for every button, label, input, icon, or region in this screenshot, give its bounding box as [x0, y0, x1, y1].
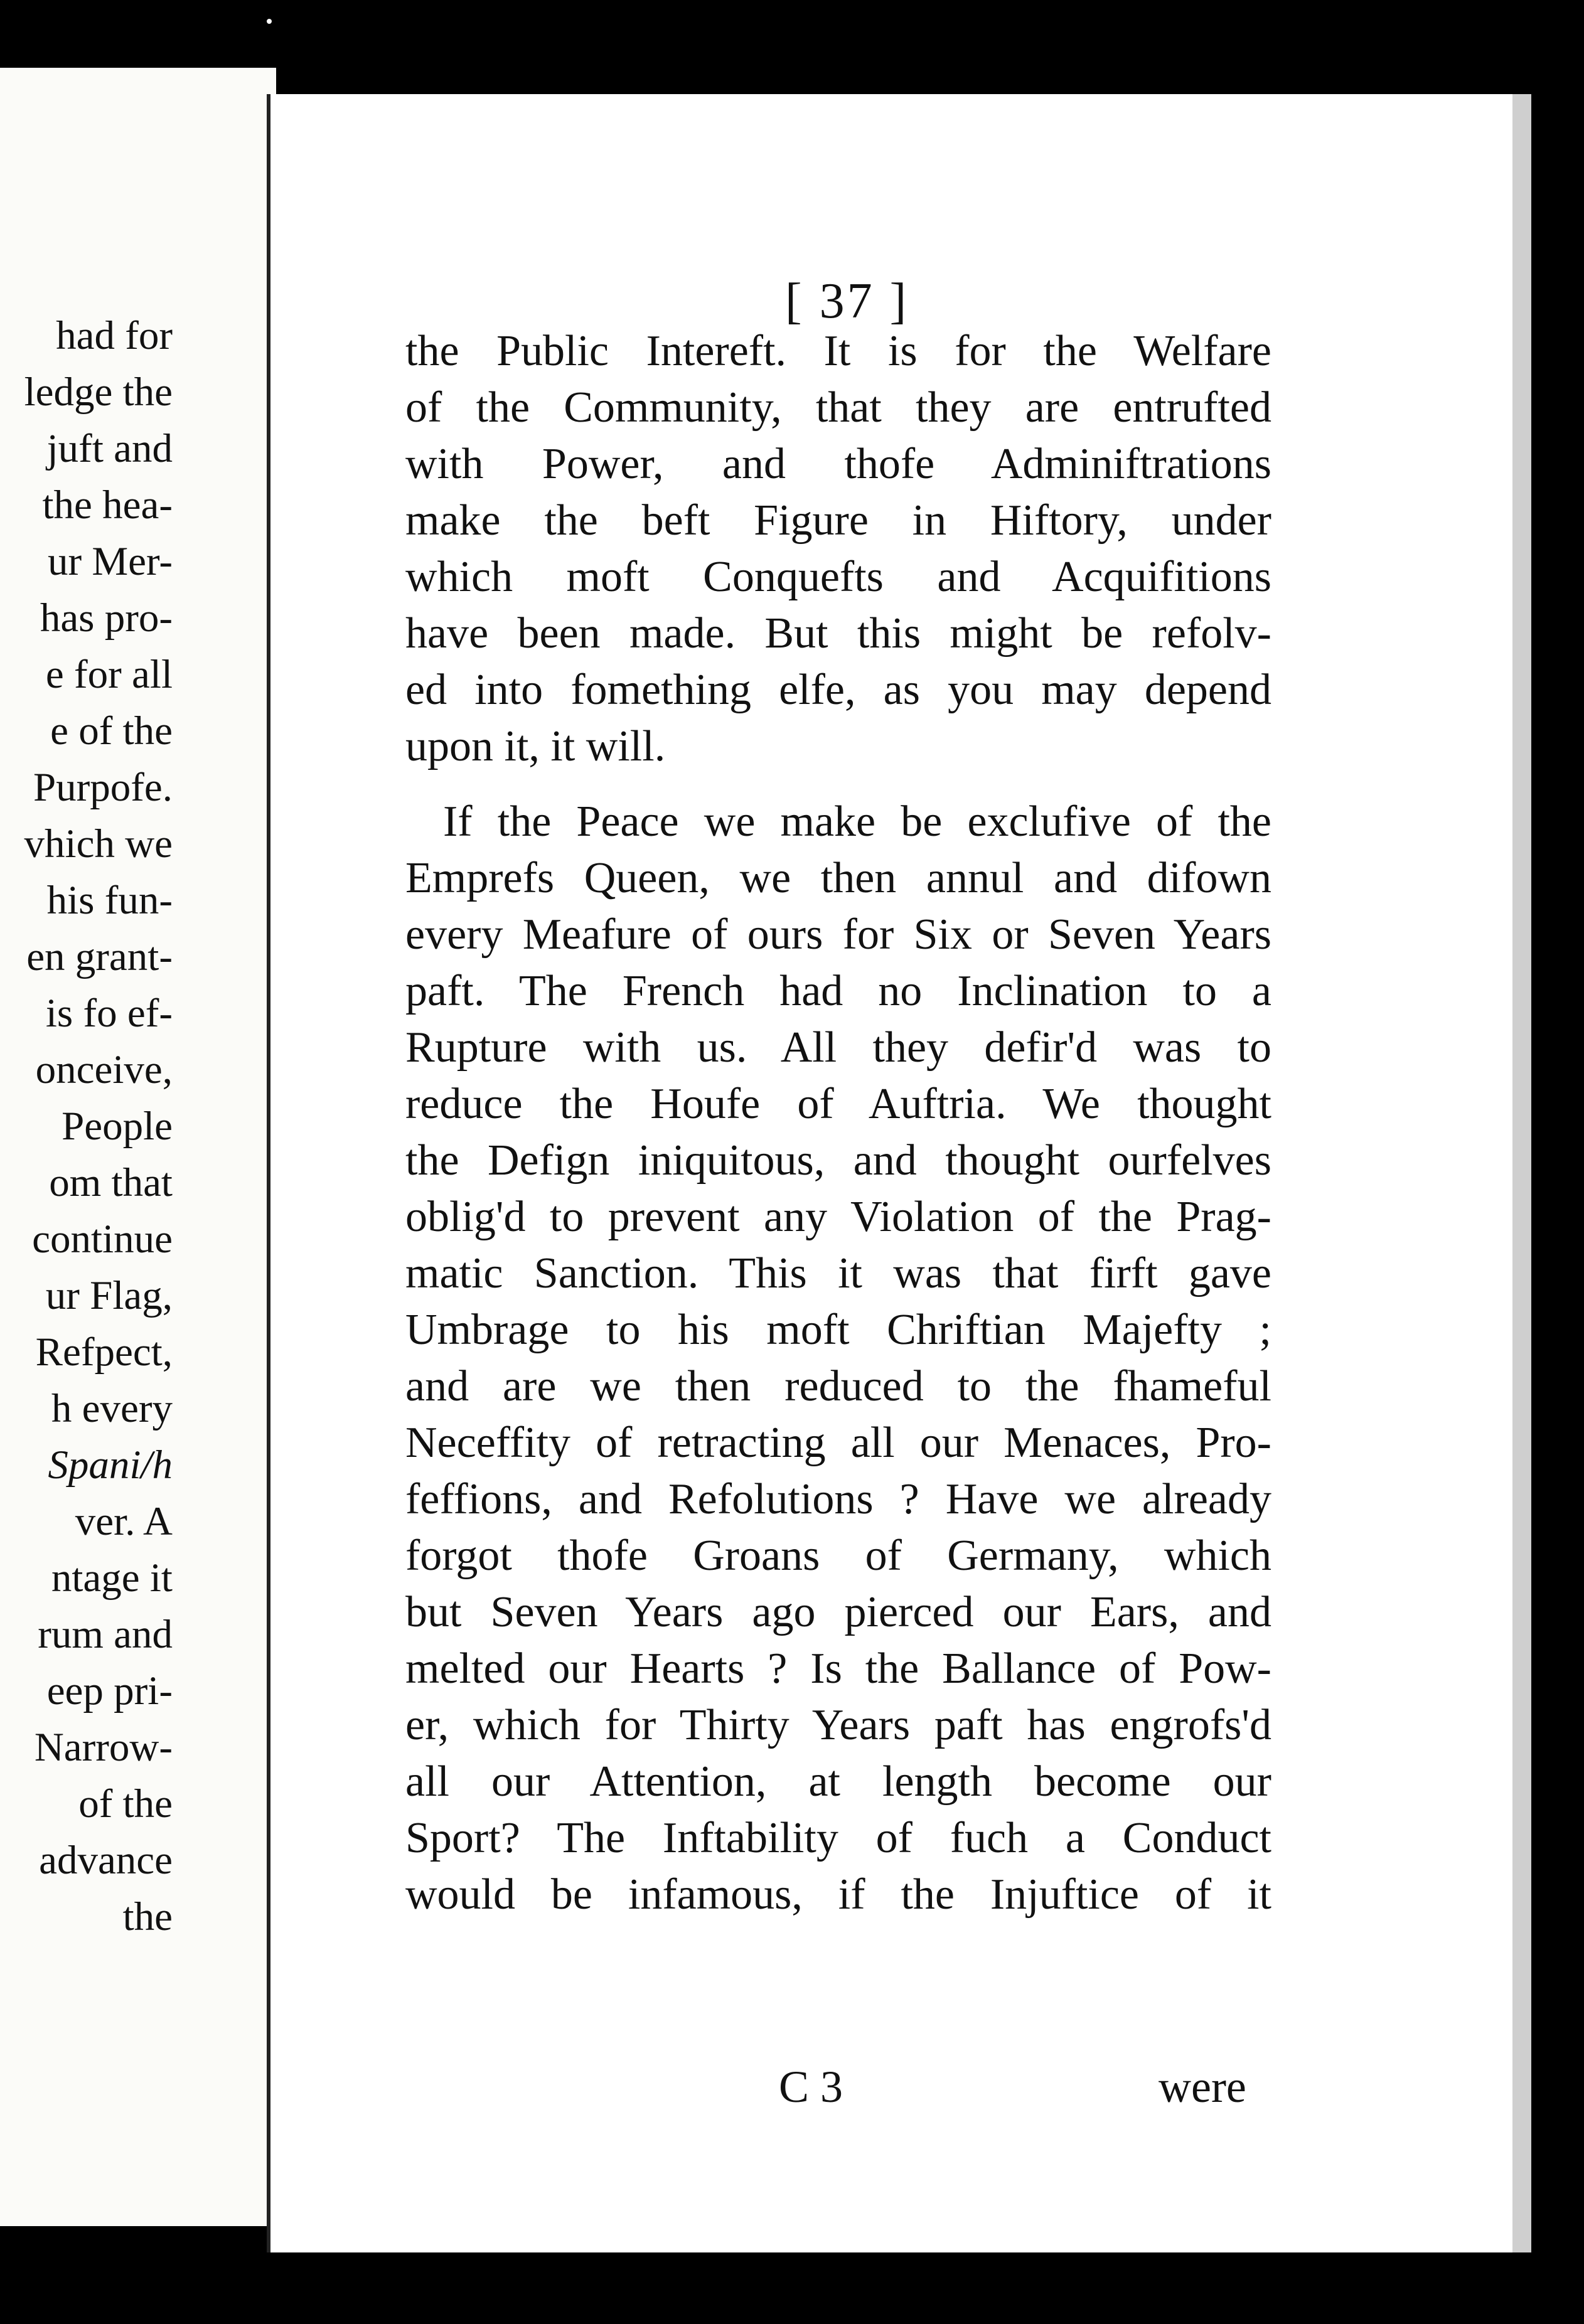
- text-line: make the beft Figure in Hiftory, under: [405, 496, 1271, 545]
- text-line: upon it, it will.: [405, 722, 666, 770]
- text-line: oblig'd to prevent any Violation of the Prag-: [405, 1193, 1271, 1241]
- text-line: all our Attention, at length become our: [405, 1757, 1271, 1806]
- left-line: Spani/h: [48, 1442, 173, 1488]
- left-line: e of the: [50, 708, 173, 754]
- left-line: ur Mer-: [47, 539, 173, 584]
- page-number: [ 37 ]: [785, 274, 909, 329]
- text-line: paft. The French had no Inclination to a: [405, 967, 1271, 1015]
- left-line: h every: [51, 1386, 173, 1431]
- left-line: onceive,: [35, 1047, 173, 1092]
- left-line: e for all: [45, 652, 173, 697]
- text-line: would be infamous, if the Injuftice of it: [405, 1870, 1271, 1919]
- scan-speck: [267, 19, 272, 24]
- text-line: Emprefs Queen, we then annul and difown: [405, 854, 1271, 902]
- left-page-fragment: [0, 68, 277, 2226]
- left-line: Refpect,: [35, 1330, 173, 1375]
- left-line: ver. A: [75, 1499, 173, 1544]
- text-line: If the Peace we make be exclufive of the: [443, 797, 1271, 846]
- left-line: has pro-: [40, 595, 173, 641]
- left-line: ntage it: [51, 1555, 173, 1601]
- left-line: juft and: [46, 426, 173, 471]
- text-line: and are we then reduced to the fhameful: [405, 1362, 1271, 1410]
- left-line: the hea-: [42, 482, 173, 528]
- left-line: advance: [39, 1838, 173, 1883]
- left-line: vhich we: [24, 821, 173, 866]
- text-line: every Meafure of ours for Six or Seven Years: [405, 910, 1271, 959]
- left-line: had for: [56, 313, 173, 358]
- text-line: melted our Hearts ? Is the Ballance of Pow-: [405, 1644, 1271, 1693]
- left-line: Narrow-: [34, 1725, 173, 1770]
- left-line: is fo ef-: [45, 991, 173, 1036]
- signature-mark: C 3: [779, 2062, 843, 2112]
- text-line: feffions, and Refolutions ? Have we already: [405, 1475, 1271, 1523]
- left-line: Purpofe.: [33, 765, 173, 810]
- left-line: ledge the: [24, 370, 173, 415]
- text-line: er, which for Thirty Years paft has engrofs'd: [405, 1701, 1271, 1749]
- left-line: his fun-: [46, 878, 173, 923]
- left-line: ur Flag,: [45, 1273, 173, 1318]
- text-line: ed into fomething elfe, as you may depend: [405, 666, 1271, 714]
- text-line: Neceffity of retracting all our Menaces, Pro-: [405, 1419, 1271, 1467]
- text-line: Sport? The Inftability of fuch a Conduct: [405, 1814, 1271, 1862]
- left-line: continue: [32, 1217, 173, 1262]
- text-line: reduce the Houfe of Auftria. We thought: [405, 1080, 1271, 1128]
- left-line: om that: [49, 1160, 173, 1205]
- text-line: Umbrage to his moft Chriftian Majefty ;: [405, 1306, 1271, 1354]
- text-line: of the Community, that they are entrufted: [405, 383, 1271, 432]
- left-line: en grant-: [26, 934, 173, 979]
- left-line: the: [122, 1894, 173, 1939]
- text-line: the Public Intereft. It is for the Welfare: [405, 327, 1271, 375]
- text-line: Rupture with us. All they defir'd was to: [405, 1023, 1271, 1072]
- left-line: eep pri-: [46, 1668, 173, 1714]
- left-line: rum and: [38, 1612, 173, 1657]
- page-edge-shadow: [1512, 94, 1531, 2252]
- left-line: People: [62, 1104, 173, 1149]
- text-line: the Defign iniquitous, and thought ourfelves: [405, 1136, 1271, 1185]
- text-line: have been made. But this might be refolv-: [405, 609, 1271, 658]
- text-line: matic Sanction. This it was that firft gave: [405, 1249, 1271, 1298]
- text-line: with Power, and thofe Adminiftrations: [405, 440, 1271, 488]
- right-page: [267, 94, 1522, 2252]
- left-line: of the: [78, 1781, 173, 1826]
- text-line: which moft Conquefts and Acquifitions: [405, 553, 1271, 601]
- text-line: but Seven Years ago pierced our Ears, and: [405, 1588, 1271, 1636]
- catchword: were: [1159, 2062, 1246, 2112]
- text-line: forgot thofe Groans of Germany, which: [405, 1532, 1271, 1580]
